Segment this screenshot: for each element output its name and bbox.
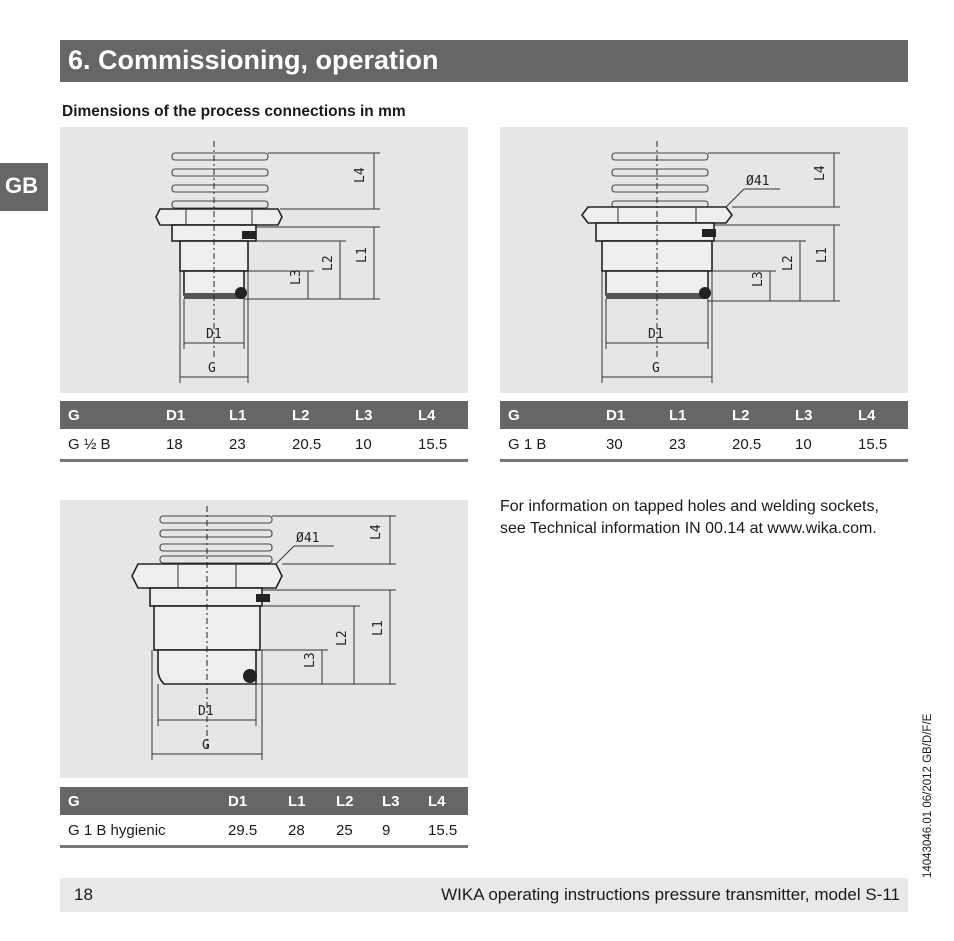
col-header: G bbox=[500, 401, 598, 429]
label-hex-width: Ø41 bbox=[296, 531, 320, 546]
subtitle: Dimensions of the process connections in mm bbox=[62, 103, 406, 120]
table-cell: 18 bbox=[158, 429, 221, 461]
table-cell: 23 bbox=[221, 429, 284, 461]
label-l2: L2 bbox=[321, 255, 336, 271]
label-g: G bbox=[652, 361, 660, 376]
drawing-g-1-b bbox=[500, 127, 908, 393]
table-cell: 15.5 bbox=[850, 429, 908, 461]
label-d1: D1 bbox=[198, 704, 214, 719]
document-code: 14043046.01 06/2012 GB/D/F/E bbox=[922, 713, 934, 878]
col-header: L4 bbox=[420, 787, 468, 815]
table-cell: 30 bbox=[598, 429, 661, 461]
label-d1: D1 bbox=[648, 327, 664, 342]
label-g: G bbox=[202, 738, 210, 753]
table-cell: 23 bbox=[661, 429, 724, 461]
drawing-g-1-b-hygienic bbox=[60, 500, 468, 778]
col-header: L2 bbox=[724, 401, 787, 429]
col-header: L1 bbox=[661, 401, 724, 429]
dimension-table bbox=[500, 401, 908, 462]
table-cell: 15.5 bbox=[420, 815, 468, 847]
dimension-drawing bbox=[60, 127, 468, 393]
table-cell: 10 bbox=[787, 429, 850, 461]
table-header-row bbox=[60, 787, 468, 815]
col-header: L3 bbox=[787, 401, 850, 429]
page-number: 18 bbox=[74, 885, 93, 904]
label-l2: L2 bbox=[781, 255, 796, 271]
col-header: G bbox=[60, 401, 158, 429]
section-header bbox=[60, 40, 908, 82]
col-header: G bbox=[60, 787, 220, 815]
table-cell: 20.5 bbox=[284, 429, 347, 461]
language-label: GB bbox=[5, 173, 38, 198]
table-cell: G 1 B hygienic bbox=[60, 815, 220, 847]
dimension-drawing bbox=[500, 127, 908, 393]
table-cell: 15.5 bbox=[410, 429, 468, 461]
label-d1: D1 bbox=[206, 327, 222, 342]
label-l1: L1 bbox=[355, 247, 370, 263]
table-cell: G 1 B bbox=[500, 429, 598, 461]
dimension-drawing bbox=[60, 500, 468, 778]
page-footer bbox=[60, 878, 908, 912]
label-hex-width: Ø41 bbox=[746, 174, 770, 189]
table-cell: 9 bbox=[374, 815, 420, 847]
label-l2: L2 bbox=[335, 630, 350, 646]
label-l3: L3 bbox=[303, 652, 318, 668]
label-l4: L4 bbox=[369, 524, 384, 540]
label-l1: L1 bbox=[815, 247, 830, 263]
dimension-table bbox=[60, 787, 468, 848]
label-l3: L3 bbox=[751, 271, 766, 287]
col-header: L2 bbox=[284, 401, 347, 429]
col-header: L1 bbox=[280, 787, 328, 815]
language-tab bbox=[0, 163, 48, 211]
col-header: L4 bbox=[410, 401, 468, 429]
table-cell: G ½ B bbox=[60, 429, 158, 461]
label-l1: L1 bbox=[371, 620, 386, 636]
label-l4: L4 bbox=[813, 165, 828, 181]
drawing-g-half-b bbox=[60, 127, 468, 393]
footer-text: WIKA operating instructions pressure transmitter, model S-11 bbox=[441, 885, 900, 904]
label-l4: L4 bbox=[353, 167, 368, 183]
col-header: D1 bbox=[158, 401, 221, 429]
col-header: L3 bbox=[347, 401, 410, 429]
col-header: D1 bbox=[598, 401, 661, 429]
table-cell: 25 bbox=[328, 815, 374, 847]
col-header: L2 bbox=[328, 787, 374, 815]
label-g: G bbox=[208, 361, 216, 376]
info-paragraph: For information on tapped holes and welding sockets, see Technical information IN 00.14 at www.wika.com. bbox=[500, 498, 879, 537]
table-cell: 28 bbox=[280, 815, 328, 847]
table-header-row bbox=[500, 401, 908, 429]
table-cell: 20.5 bbox=[724, 429, 787, 461]
label-l3: L3 bbox=[289, 269, 304, 285]
table-cell: 29.5 bbox=[220, 815, 280, 847]
table-cell: 10 bbox=[347, 429, 410, 461]
table-row bbox=[60, 429, 468, 461]
col-header: L4 bbox=[850, 401, 908, 429]
section-title: 6. Commissioning, operation bbox=[68, 45, 439, 75]
table-row bbox=[60, 815, 468, 847]
dimension-table bbox=[60, 401, 468, 462]
col-header: D1 bbox=[220, 787, 280, 815]
table-header-row bbox=[60, 401, 468, 429]
table-row bbox=[500, 429, 908, 461]
col-header: L1 bbox=[221, 401, 284, 429]
col-header: L3 bbox=[374, 787, 420, 815]
